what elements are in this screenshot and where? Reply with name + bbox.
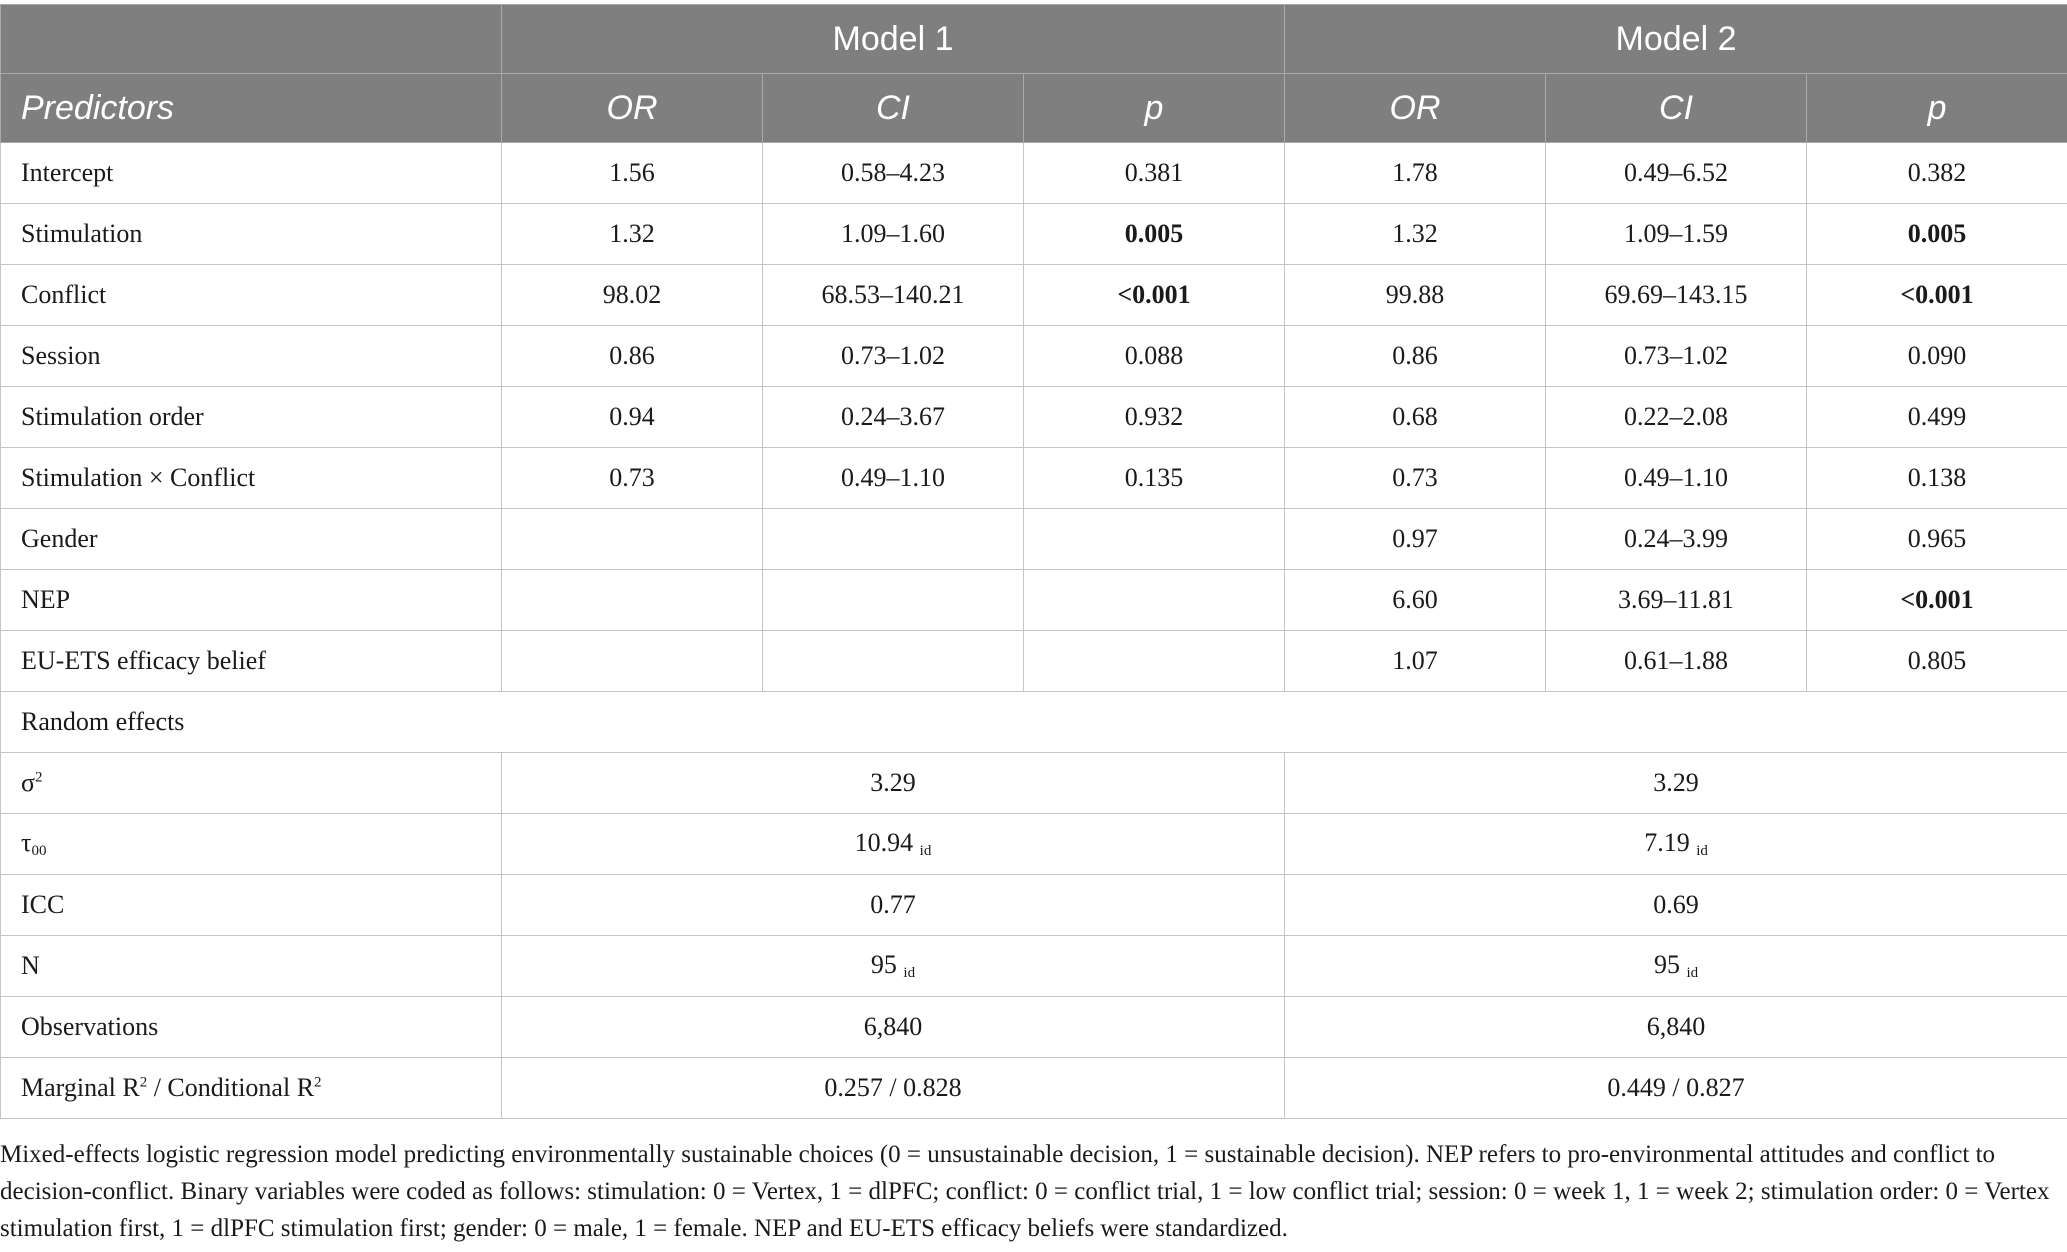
m2-ci: 3.69–11.81 (1546, 570, 1807, 631)
row-label: Gender (1, 509, 502, 570)
m1-p (1024, 631, 1285, 692)
m1-ci: 0.24–3.67 (763, 387, 1024, 448)
sigma-m1: 3.29 (502, 753, 1285, 814)
icc-label: ICC (1, 875, 502, 936)
m1-ci: 0.73–1.02 (763, 326, 1024, 387)
m2-or: 0.68 (1285, 387, 1546, 448)
m1-p: 0.932 (1024, 387, 1285, 448)
m2-ci: 0.22–2.08 (1546, 387, 1807, 448)
m2-p-heading: p (1807, 74, 2067, 143)
m2-p: 0.965 (1807, 509, 2067, 570)
tau-m1: 10.94 $_{id}$ (502, 814, 1285, 875)
m1-or (502, 570, 763, 631)
table-row (1, 631, 2067, 692)
m1-or: 98.02 (502, 265, 763, 326)
predictors-heading: Predictors (1, 74, 502, 143)
row-label: NEP (1, 570, 502, 631)
m2-p: 0.090 (1807, 326, 2067, 387)
table-header (1, 5, 2067, 143)
row-label: Stimulation (1, 204, 502, 265)
r2-row (1, 1058, 2067, 1119)
r2-m1: 0.257 / 0.828 (502, 1058, 1285, 1119)
tau-row (1, 814, 2067, 875)
m1-ci (763, 509, 1024, 570)
m1-p: 0.381 (1024, 143, 1285, 204)
m1-ci: 0.49–1.10 (763, 448, 1024, 509)
m1-ci-heading: CI (763, 74, 1024, 143)
m2-ci: 1.09–1.59 (1546, 204, 1807, 265)
m2-p: <0.001 (1807, 265, 2067, 326)
row-label: Stimulation × Conflict (1, 448, 502, 509)
m1-or (502, 631, 763, 692)
m1-or: 0.73 (502, 448, 763, 509)
m1-ci: 68.53–140.21 (763, 265, 1024, 326)
table-row (1, 326, 2067, 387)
m1-or-heading: OR (502, 74, 763, 143)
m2-or: 1.78 (1285, 143, 1546, 204)
observations-m1: 6,840 (502, 997, 1285, 1058)
header-blank-cell (1, 5, 502, 74)
row-label: Session (1, 326, 502, 387)
table-footnote: Mixed-effects logistic regression model predicting environmentally sustainable choices (0 = unsustainable decision, 1 = sustainable decision). NEP refers to pro-environmental attitudes and conflict to decision-conflict. Binary variables were coded as follows: stimulation: 0 = Vertex, 1 = dlPFC; conflict: 0 = conflict trial, 1 = low conflict trial; session: 0 = week 1, 1 = week 2; stimulation order: 0 = Vertex stimulation first, 1 = dlPFC stimulation first; gender: 0 = male, 1 = female. NEP and EU-ETS efficacy beliefs were standardized. (0, 1141, 2050, 1242)
stat-header-row (1, 74, 2067, 143)
m1-or (502, 509, 763, 570)
model1-heading: Model 1 (502, 5, 1285, 74)
m2-ci-heading: CI (1546, 74, 1807, 143)
table-row (1, 204, 2067, 265)
m2-or-heading: OR (1285, 74, 1546, 143)
m1-p-heading: p (1024, 74, 1285, 143)
m1-or: 1.56 (502, 143, 763, 204)
observations-label: Observations (1, 997, 502, 1058)
m1-or: 0.94 (502, 387, 763, 448)
table-row (1, 143, 2067, 204)
m2-or: 1.07 (1285, 631, 1546, 692)
n-m1: 95 $_{id}$ (502, 936, 1285, 997)
m2-or: 0.73 (1285, 448, 1546, 509)
m2-p: 0.138 (1807, 448, 2067, 509)
n-label: N (1, 936, 502, 997)
model-header-row (1, 5, 2067, 74)
icc-m1: 0.77 (502, 875, 1285, 936)
table-row (1, 509, 2067, 570)
m2-p: <0.001 (1807, 570, 2067, 631)
model2-heading: Model 2 (1285, 5, 2067, 74)
table-row (1, 570, 2067, 631)
r2-m2: 0.449 / 0.827 (1285, 1058, 2067, 1119)
table-row (1, 448, 2067, 509)
icc-m2: 0.69 (1285, 875, 2067, 936)
regression-table (0, 4, 2067, 1119)
table-body (1, 143, 2067, 1119)
m1-p (1024, 509, 1285, 570)
row-label: Conflict (1, 265, 502, 326)
observations-row (1, 997, 2067, 1058)
row-label: EU-ETS efficacy belief (1, 631, 502, 692)
m2-or: 0.97 (1285, 509, 1546, 570)
random-effects-title: Random effects (1, 692, 2067, 753)
n-row (1, 936, 2067, 997)
observations-m2: 6,840 (1285, 997, 2067, 1058)
row-label: Stimulation order (1, 387, 502, 448)
m2-ci: 0.49–6.52 (1546, 143, 1807, 204)
m1-p: <0.001 (1024, 265, 1285, 326)
m2-ci: 0.49–1.10 (1546, 448, 1807, 509)
m2-or: 6.60 (1285, 570, 1546, 631)
m1-p: 0.088 (1024, 326, 1285, 387)
m1-ci: 0.58–4.23 (763, 143, 1024, 204)
m1-ci (763, 570, 1024, 631)
sigma-row (1, 753, 2067, 814)
random-effects-row (1, 692, 2067, 753)
sigma-m2: 3.29 (1285, 753, 2067, 814)
tau-m2: 7.19 $_{id}$ (1285, 814, 2067, 875)
m2-p: 0.805 (1807, 631, 2067, 692)
m2-p: 0.499 (1807, 387, 2067, 448)
m2-ci: 0.73–1.02 (1546, 326, 1807, 387)
m1-p: 0.135 (1024, 448, 1285, 509)
m1-or: 0.86 (502, 326, 763, 387)
m2-p: 0.382 (1807, 143, 2067, 204)
icc-row (1, 875, 2067, 936)
n-m2: 95 $_{id}$ (1285, 936, 2067, 997)
m2-ci: 0.24–3.99 (1546, 509, 1807, 570)
table-row (1, 387, 2067, 448)
row-label: Intercept (1, 143, 502, 204)
table-row (1, 265, 2067, 326)
m2-ci: 69.69–143.15 (1546, 265, 1807, 326)
m2-or: 99.88 (1285, 265, 1546, 326)
m1-ci: 1.09–1.60 (763, 204, 1024, 265)
sigma-label: $\sigma^2$ (1, 753, 502, 814)
m2-p: 0.005 (1807, 204, 2067, 265)
m1-p: 0.005 (1024, 204, 1285, 265)
r2-label: Marginal $R^2$ / Conditional $R^2$ (1, 1058, 502, 1119)
m1-or: 1.32 (502, 204, 763, 265)
m1-ci (763, 631, 1024, 692)
m2-or: 1.32 (1285, 204, 1546, 265)
m2-ci: 0.61–1.88 (1546, 631, 1807, 692)
m2-or: 0.86 (1285, 326, 1546, 387)
m1-p (1024, 570, 1285, 631)
tau-label: $\tau_{00}$ (1, 814, 502, 875)
